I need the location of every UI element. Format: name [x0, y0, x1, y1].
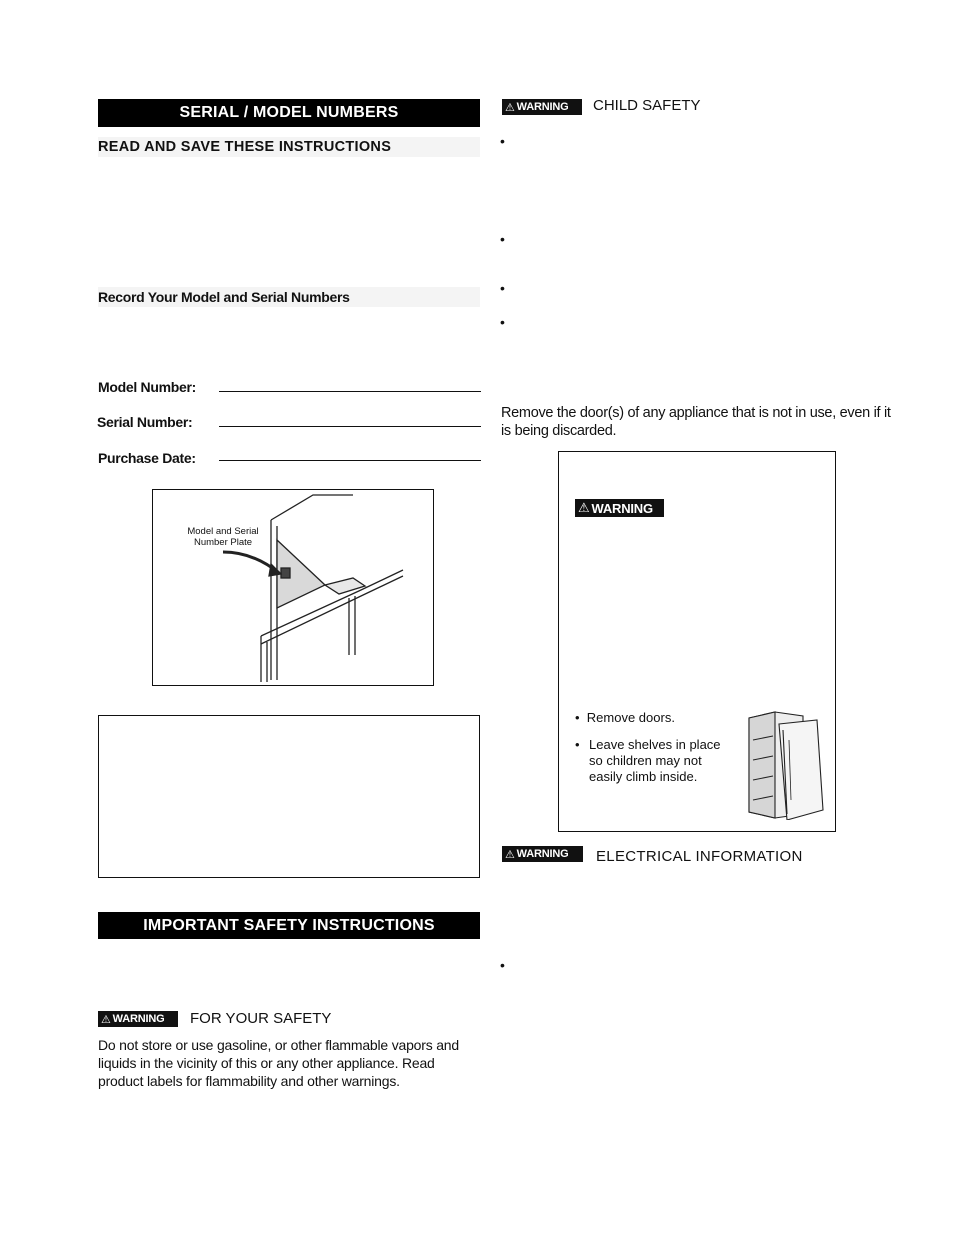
electrical-title: ELECTRICAL INFORMATION [596, 848, 803, 865]
box-item-text: Remove doors. [586, 710, 675, 725]
warning-badge-text: WARNING [516, 848, 569, 860]
purchase-date-label: Purchase Date: [98, 450, 196, 466]
record-heading-text: Record Your Model and Serial Numbers [98, 289, 350, 305]
warning-triangle-icon: ⚠ [101, 1013, 111, 1026]
serial-number-label: Serial Number: [97, 414, 193, 430]
warning-badge-text: WARNING [591, 500, 653, 516]
child-safety-bullet-3: • [500, 280, 505, 296]
read-save-text: READ AND SAVE THESE INSTRUCTIONS [98, 139, 392, 155]
child-safety-bullet-2: • [500, 231, 505, 247]
child-safety-warning-badge [502, 99, 582, 115]
child-safety-bullet-4: • [500, 314, 505, 330]
fridge-door-removed-illustration [745, 710, 825, 820]
box-item-leave-shelves [575, 737, 735, 785]
bullet-dot: • [575, 737, 580, 752]
for-safety-title: FOR YOUR SAFETY [190, 1010, 332, 1027]
serial-number-line[interactable] [219, 426, 481, 427]
bullet-dot: • [575, 710, 587, 725]
warning-triangle-icon: ⚠ [505, 848, 515, 861]
warning-badge-text: WARNING [516, 101, 569, 113]
serial-plate-figure [152, 489, 434, 686]
figure-caption: Model and Serial Number Plate [187, 526, 259, 548]
serial-model-header [98, 99, 480, 127]
warning-badge [98, 1011, 178, 1027]
model-number-line[interactable] [219, 391, 481, 392]
child-warning-box [558, 451, 836, 832]
box-item-text: Leave shelves in place so children may not easily climb inside. [589, 737, 721, 784]
box-warning-badge [575, 499, 664, 517]
read-save-heading [98, 137, 480, 157]
note-box [98, 715, 480, 878]
fridge-corner-illustration [153, 490, 435, 687]
record-heading [98, 287, 480, 307]
for-safety-text: Do not store or use gasoline, or other flammable vapors and liquids in the vicinity of this or any other appliance. Read product labels for flammability and other warnings. [98, 1037, 459, 1089]
box-item-remove-doors [575, 710, 735, 726]
important-safety-text: IMPORTANT SAFETY INSTRUCTIONS [143, 916, 435, 934]
important-safety-header [98, 912, 480, 939]
serial-model-header-text: SERIAL / MODEL NUMBERS [179, 104, 399, 121]
warning-triangle-icon: ⚠ [505, 101, 515, 114]
warning-triangle-icon: ⚠ [578, 500, 590, 515]
child-safety-bullet-1: • [500, 133, 505, 149]
electrical-warning-badge [502, 846, 583, 862]
model-number-label: Model Number: [98, 379, 196, 395]
child-safety-title: CHILD SAFETY [593, 97, 701, 114]
purchase-date-line[interactable] [219, 460, 481, 461]
warning-badge-text: WARNING [112, 1013, 165, 1025]
electrical-bullet: • [500, 957, 505, 973]
remove-doors-text: Remove the door(s) of any appliance that is not in use, even if it is being discarded. [501, 405, 891, 439]
